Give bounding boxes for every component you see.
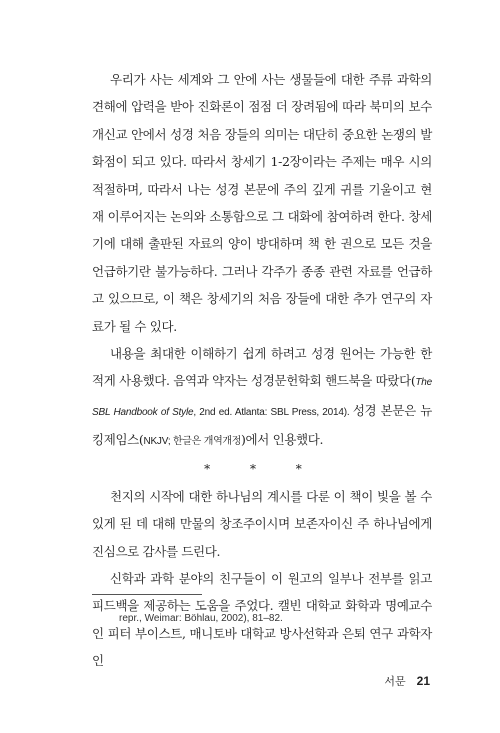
p2-nkjv: NKJV;	[143, 436, 173, 448]
section-name: 서문	[384, 676, 406, 688]
p2-korean-version: 한글은 개역개정	[173, 436, 241, 448]
p2-book-title: The SBL Handbook of Style	[92, 377, 432, 418]
paragraph-1: 우리가 사는 세계와 그 안에 사는 생물들에 대한 주류 과학의 견해에 압력을 받아 진화론이 점점 더 장려됨에 따라 북미의 보수 개신교 안에서 성경 처음 장들의 의미는 대단히 중요한 논쟁의 발화점이 되고 있다. 따라서 창세기 1-2장이라는 주제는 매우 시의적절하며, 따라서 나는 성경 본문에 주의 깊게 귀를 기울이고 현재 이루어지는 논의와 소통함으로 그 대화에 참여하려 한다. 창세기에 대해 출판된 자료의 양이 방대하며 책 한 권으로 모든 것을 언급하기란 불가능하다. 그러나 각주가 종종 관련 자료를 언급하고 있으므로, 이 책은 창세기의 처음 장들에 대한 추가 연구의 자료가 될 수 있다.	[92, 72, 432, 334]
page-footer	[384, 673, 430, 689]
p2-text-a: 내용을 최대한 이해하기 쉽게 하려고 성경 원어는 가능한 한 적게 사용했다. 음역과 약자는 성경문헌학회 핸드북을 따랐다(	[92, 346, 432, 389]
p2-citation: , 2nd ed. Atlanta: SBL Press, 2014).	[193, 406, 353, 418]
p2-text-g: )에서 인용했다.	[241, 432, 324, 448]
section-separator: * * *	[204, 461, 320, 476]
body-text	[92, 66, 432, 675]
paragraph-2	[92, 340, 432, 456]
footnote: repr., Weimar: Böhlau, 2002), 81–82.	[119, 613, 283, 624]
paragraph-4: 신학과 과학 분야의 친구들이 이 원고의 일부나 전부를 읽고 피드백을 제공하는 도움을 주었다. 캘빈 대학교 화학과 명예교수인 피터 부이스트, 매니토바 대학교 방사선학과 은퇴 연구 과학자인	[92, 570, 432, 669]
footnote-rule	[92, 594, 202, 595]
paragraph-3: 천지의 시작에 대한 하나님의 계시를 다룬 이 책이 빛을 볼 수 있게 된 데 대해 만물의 창조주이시며 보존자이신 주 하나님에게 진심으로 감사를 드린다.	[92, 488, 432, 559]
p2-text-d: 성경 본문은 뉴킹제임스(	[92, 402, 432, 448]
page-number: 21	[416, 674, 430, 688]
